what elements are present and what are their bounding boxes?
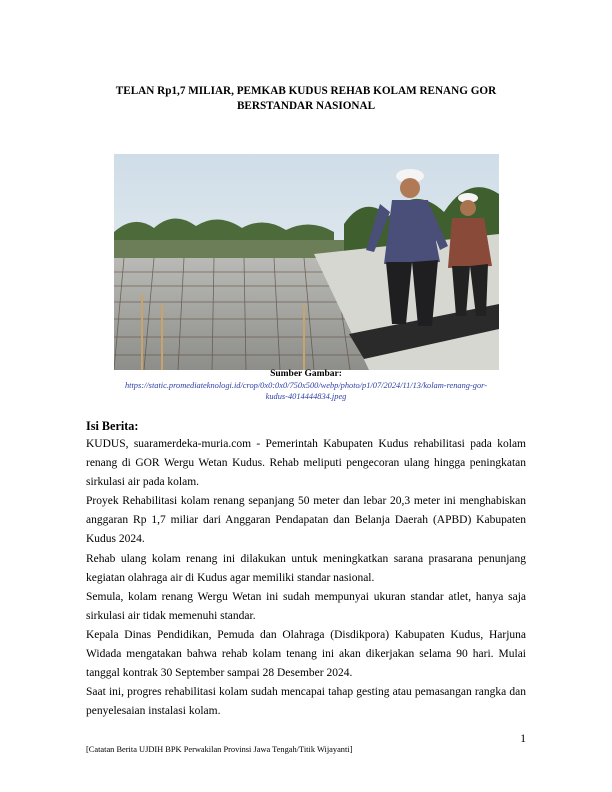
paragraph-4: Semula, kolam renang Wergu Wetan ini sudah mempunyai ukuran standar atlet, hanya saja sirkulasi air tidak memenuhi standar. <box>86 590 526 622</box>
article-photo <box>114 154 499 370</box>
page-number: 1 <box>520 733 526 745</box>
image-caption-label: Sumber Gambar: <box>270 369 342 379</box>
paragraph-3: Rehab ulang kolam renang ini dilakukan untuk meningkatkan sarana prasarana penunjang kegiatan olahraga air di Kudus agar memiliki standar nasional. <box>86 552 526 584</box>
article-title-line-2: BERSTANDAR NASIONAL <box>236 100 376 112</box>
paragraph-6: Saat ini, progres rehabilitasi kolam sudah mencapai tahap gesting atau pemasangan rangka dan penyelesaian instalasi kolam. <box>86 686 526 718</box>
article-title <box>90 84 522 114</box>
paragraph-1: KUDUS, suaramerdeka-muria.com - Pemerintah Kabupaten Kudus rehabilitasi pada kolam renang di GOR Wergu Wetan Kudus. Rehab meliputi pengecoran ulang hingga peningkatan sirkulasi air pada kolam. <box>86 438 526 489</box>
article-body <box>86 435 526 721</box>
image-source-url[interactable] <box>84 380 528 402</box>
footer-note: [Catatan Berita UJDIH BPK Perwakilan Provinsi Jawa Tengah/Titik Wijayanti] <box>86 745 353 754</box>
article-title-line-1: TELAN Rp1,7 MILIAR, PEMKAB KUDUS REHAB KOLAM RENANG GOR <box>115 85 497 97</box>
image-source-url-line-2: kudus-4014444834.jpeg <box>265 392 347 401</box>
paragraph-5: Kepala Dinas Pendidikan, Pemuda dan Olahraga (Disdikpora) Kabupaten Kudus, Harjuna Widada mengatakan bahwa rehab kolam tenang ini akan dikerjakan selama 90 hari. Mulai tanggal kontrak 30 September sampai 28 Desember 2024. <box>86 628 526 680</box>
section-heading: Isi Berita: <box>86 419 139 433</box>
image-source-url-line-1: https://static.promediateknologi.id/crop/0x0:0x0/750x500/webp/photo/p1/07/2024/11/13/kolam-renang-gor- <box>124 381 488 390</box>
paragraph-2: Proyek Rehabilitasi kolam renang sepanjang 50 meter dan lebar 20,3 meter ini menghabiskan anggaran Rp 1,7 miliar dari Anggaran Pendapatan dan Belanja Daerah (APBD) Kabupaten Kudus 2024. <box>86 495 526 546</box>
